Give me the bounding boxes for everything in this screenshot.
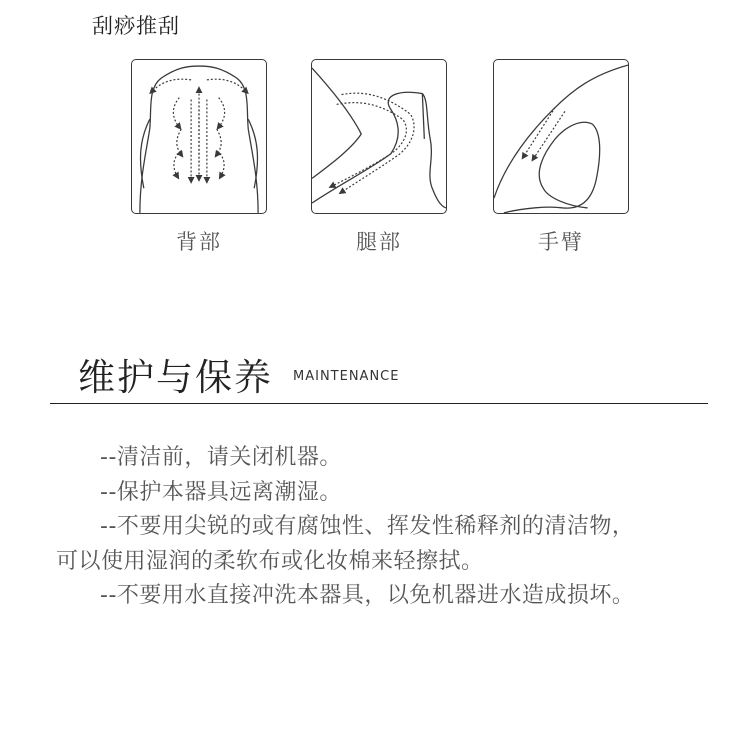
scraping-title: 刮痧推刮 bbox=[92, 14, 180, 38]
back-card bbox=[131, 59, 267, 214]
leg-scraping-icon bbox=[312, 60, 446, 213]
leg-card bbox=[311, 59, 447, 214]
back-caption: 背部 bbox=[176, 230, 222, 254]
back-scraping-icon bbox=[132, 60, 266, 213]
maintenance-instructions bbox=[56, 441, 646, 614]
section-divider bbox=[50, 403, 708, 404]
maintenance-title: 维护与保养 bbox=[78, 356, 273, 399]
arm-scraping-icon bbox=[494, 60, 628, 213]
instruction-item: --不要用水直接冲洗本器具，以免机器进水造成损坏。 bbox=[100, 583, 635, 608]
instruction-item: --保护本器具远离潮湿。 bbox=[100, 479, 342, 505]
arm-card bbox=[493, 59, 629, 214]
maintenance-subtitle: MAINTENANCE bbox=[293, 369, 400, 384]
leg-caption: 腿部 bbox=[356, 230, 402, 254]
arm-caption: 手臂 bbox=[538, 230, 584, 254]
instruction-item: --不要用尖锐的或有腐蚀性、挥发性稀释剂的清洁物，可以使用湿润的柔软布或化妆棉来轻擦拭。 bbox=[56, 514, 635, 574]
instruction-item: --清洁前，请关闭机器。 bbox=[100, 445, 342, 470]
